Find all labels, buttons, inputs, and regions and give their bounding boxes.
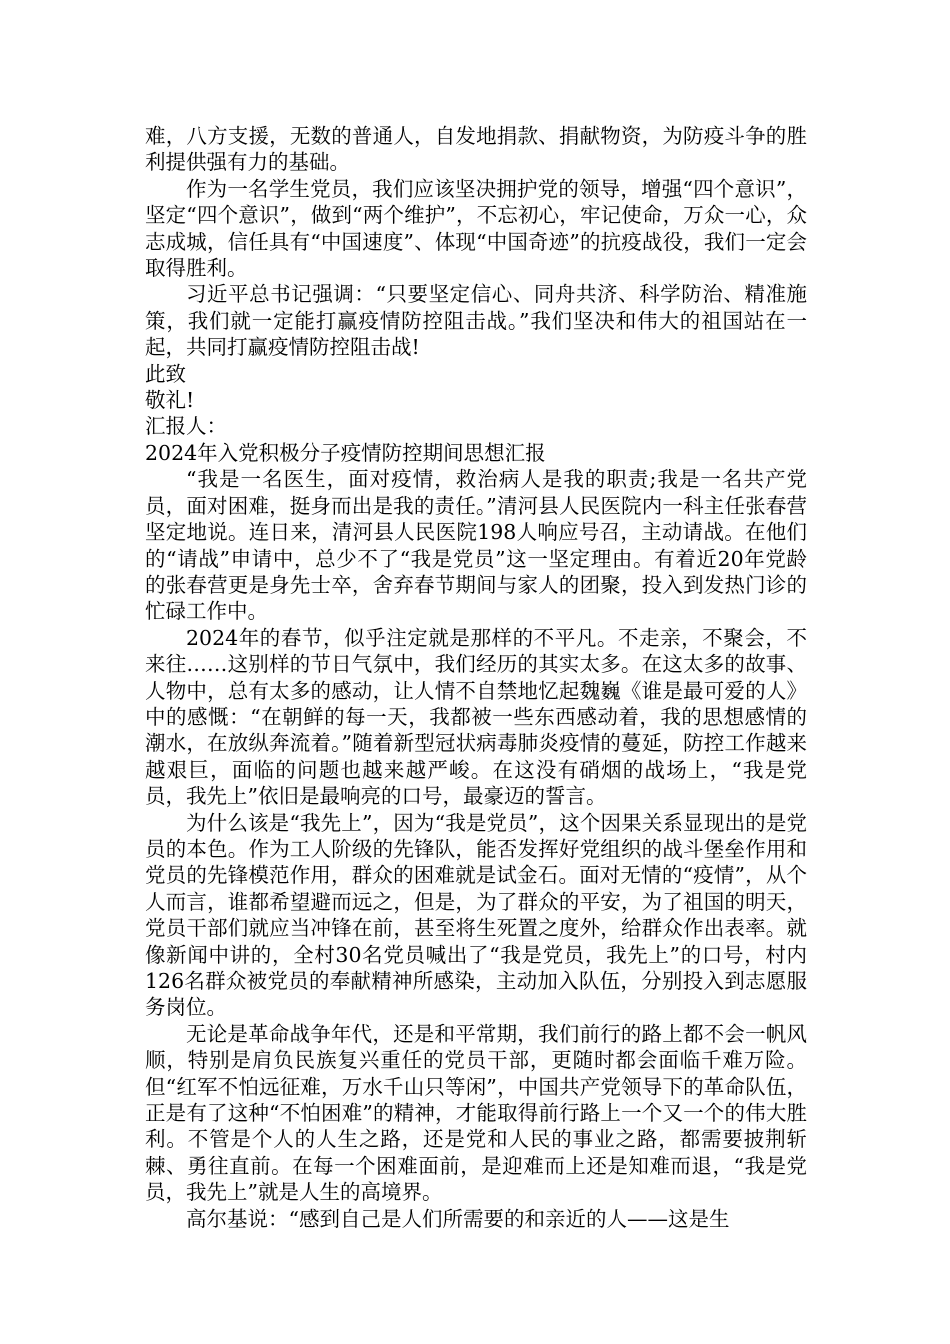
paragraph-why-go-first: 为什么该是“我先上”，因为“我是党员”，这个因果关系显现出的是党员的本色。作为工人阶级的先锋队，能否发挥好党组织的战斗堡垒作用和党员的先锋模范作用，群众的困难就是试金石。面对无情的“疫情”，从个人而言，谁都希望避而远之，但是，为了群众的平安，为了祖国的明天，党员干部们就应当冲锋在前，甚至将生死置之度外，给群众作出表率。就像新闻中讲的，全村30名党员喊出了“我是党员，我先上”的口号，村内126名群众被党员的奉献精神所感染，主动加入队伍，分别投入到志愿服务岗位。 <box>145 810 807 1020</box>
document-body <box>145 123 807 1232</box>
reporter-label: 汇报人： <box>145 414 227 439</box>
paragraph-quote-emphasis: 习近平总书记强调：“只要坚定信心、同舟共济、科学防治、精准施策，我们就一定能打赢疫情防控阻击战。”我们坚决和伟大的祖国站在一起，共同打赢疫情防控阻击战! <box>145 282 807 360</box>
section-title: 2024年入党积极分子疫情防控期间思想汇报 <box>145 440 546 465</box>
paragraph-gorky-quote: 高尔基说：“感到自己是人们所需要的和亲近的人——这是生 <box>186 1206 730 1231</box>
paragraph-continuation: 难，八方支援，无数的普通人，自发地捐款、捐献物资，为防疫斗争的胜利提供强有力的基础。 <box>145 124 807 175</box>
closing-salutation: 此致 <box>145 361 186 386</box>
paragraph-revolution-era: 无论是革命战争年代，还是和平常期，我们前行的路上都不会一帆风顺，特别是肩负民族复兴重任的党员干部，更随时都会面临千难万险。但“红军不怕远征难，万水千山只等闲”，中国共产党领导下的革命队伍，正是有了这种“不怕困难”的精神，才能取得前行路上一个又一个的伟大胜利。不管是个人的人生之路，还是党和人民的事业之路，都需要披荆斩棘、勇往直前。在每一个困难面前，是迎难而上还是知难而退，“我是党员，我先上”就是人生的高境界。 <box>145 1021 807 1205</box>
paragraph-student-party-member: 作为一名学生党员，我们应该坚决拥护党的领导，增强“四个意识”，坚定“四个意识”，做到“两个维护”，不忘初心，牢记使命，万众一心，众志成城，信任具有“中国速度”、体现“中国奇迹”的抗疫战役，我们一定会取得胜利。 <box>145 176 807 281</box>
closing-regards: 敬礼! <box>145 388 195 413</box>
paragraph-doctor-statement: “我是一名医生，面对疫情，救治病人是我的职责;我是一名共产党员，面对困难，挺身而出是我的责任。”清河县人民医院内一科主任张春营坚定地说。连日来，清河县人民医院198人响应号召，主动请战。在他们的“请战”申请中，总少不了“我是党员”这一坚定理由。有着近20年党龄的张春营更是身先士卒，舍弃春节期间与家人的团聚，投入到发热门诊的忙碌工作中。 <box>145 467 807 624</box>
paragraph-spring-festival: 2024年的春节，似乎注定就是那样的不平凡。不走亲，不聚会，不来往……这别样的节日气氛中，我们经历的其实太多。在这太多的故事、人物中，总有太多的感动，让人情不自禁地忆起魏巍《谁是最可爱的人》中的感慨：“在朝鲜的每一天，我都被一些东西感动着，我的思想感情的潮水，在放纵奔流着。”随着新型冠状病毒肺炎疫情的蔓延，防控工作越来越艰巨，面临的问题也越来越严峻。在这没有硝烟的战场上，“我是党员，我先上”依旧是最响亮的口号，最豪迈的誓言。 <box>145 625 807 809</box>
